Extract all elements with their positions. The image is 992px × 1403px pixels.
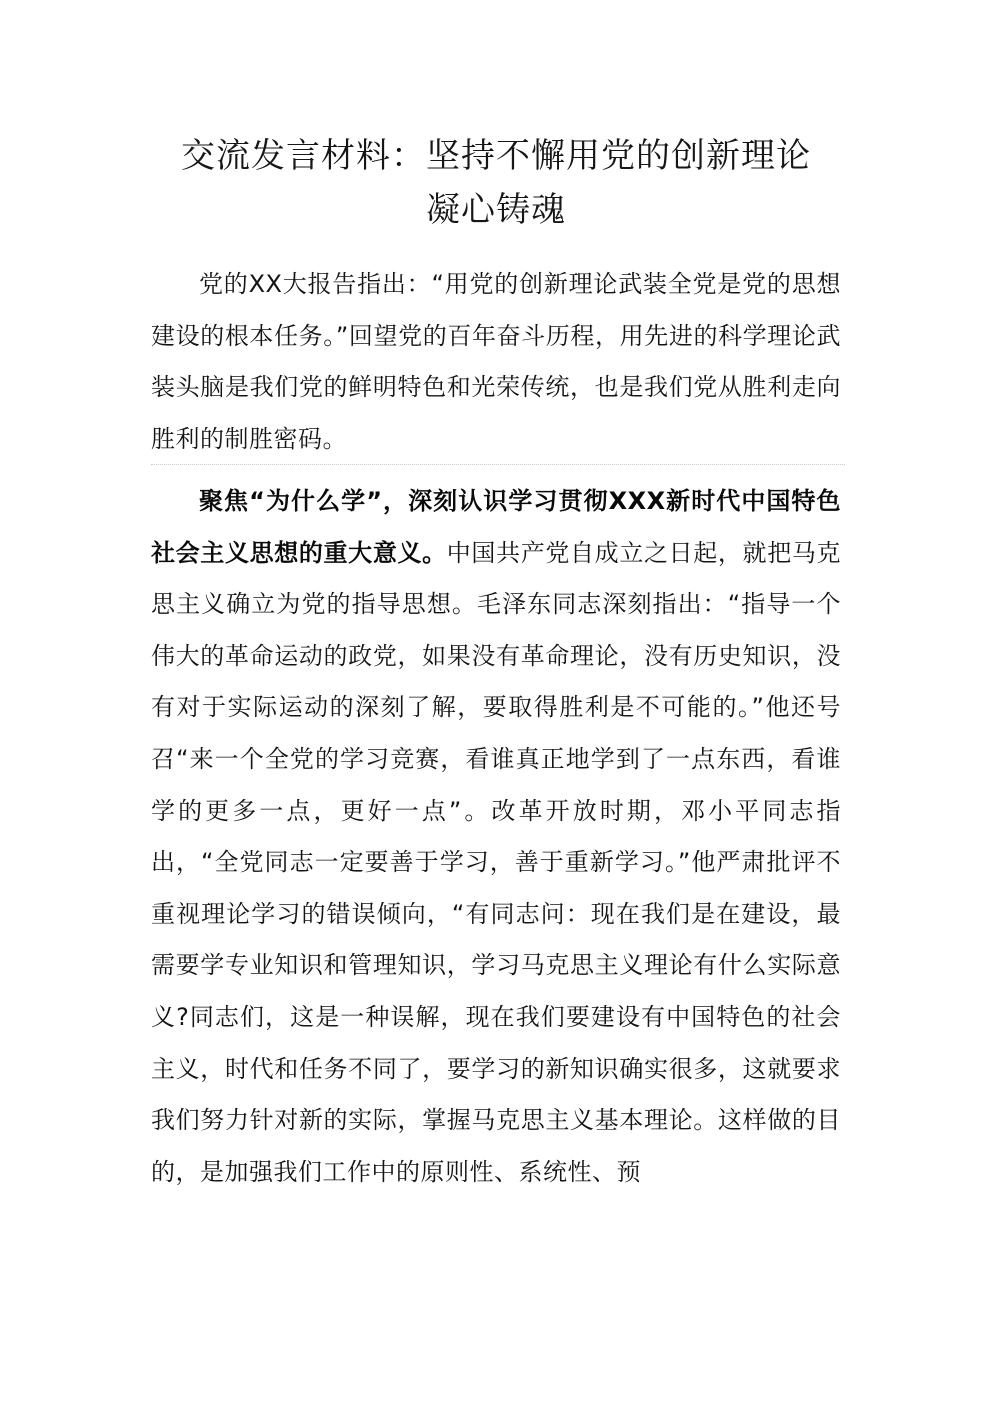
document-title-line-2: 凝心铸魂 — [426, 190, 566, 230]
paragraph-body-text: 中国共产党自成立之日起，就把马克思主义确立为党的指导思想。毛泽东同志深刻指出：“指导一个伟大的革命运动的政党，如果没有革命理论，没有历史知识，没有对于实际运动的深刻了解，要取得胜利是不可能的。”他还号召“来一个全党的学习竞赛，看谁真正地学到了一点东西，看谁学的更多一点，更好一点”。改革开放时期，邓小平同志指出，“全党同志一定要善于学习，善于重新学习。”他严肃批评不重视理论学习的错误倾向，“有同志问：现在我们是在建设，最需要学专业知识和管理知识，学习马克思主义理论有什么实际意义?同志们，这是一种误解，现在我们要建设有中国特色的社会主义，时代和任务不同了，要学习的新知识确实很多，这就要求我们努力针对新的实际，掌握马克思主义基本理论。这样做的目的，是加强我们工作中的原则性、系统性、预 — [151, 538, 842, 1186]
document-title-line-1: 交流发言材料：坚持不懈用党的创新理论 — [181, 136, 811, 176]
section-divider — [151, 464, 845, 465]
paragraph-intro: 党的XX大报告指出：“用党的创新理论武装全党是党的思想建设的根本任务。”回望党的百年奋斗历程，用先进的科学理论武装头脑是我们党的鲜明特色和光荣传统，也是我们党从胜利走向胜利的制胜密码。 — [151, 270, 841, 453]
paragraph-why-study — [151, 476, 841, 1198]
paragraph-lead-heading: 聚焦“为什么学”，深刻认识学习贯彻XXX新时代中国特色社会主义思想的重大意义。 — [151, 487, 841, 567]
